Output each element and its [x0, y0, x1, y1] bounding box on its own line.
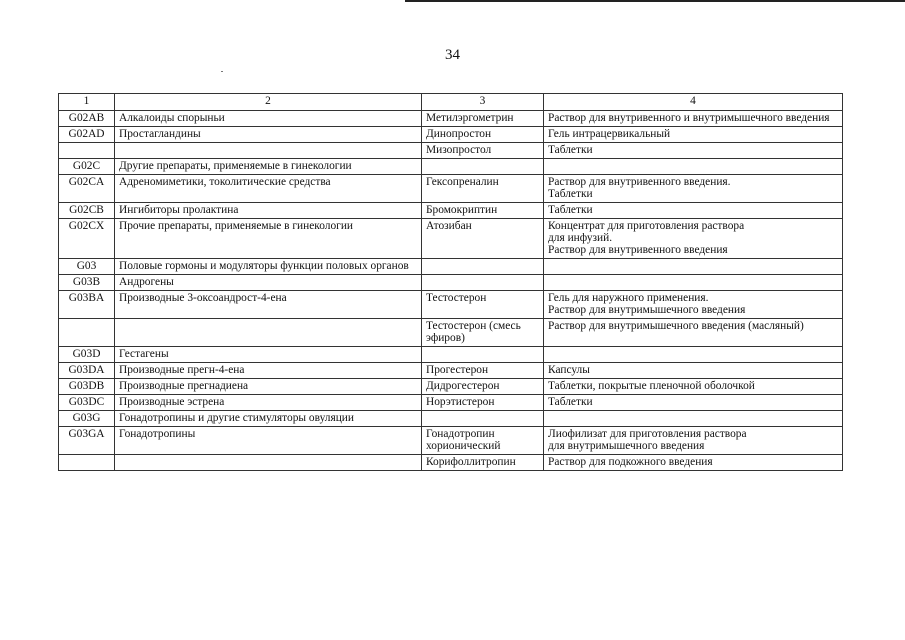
form-cell — [544, 259, 843, 275]
group-cell: Алкалоиды спорыньи — [115, 111, 422, 127]
code-cell: G02AD — [59, 127, 115, 143]
page-number: 34 — [445, 47, 460, 63]
drug-cell: Гонадотропин хорионический — [422, 427, 544, 455]
form-cell: Раствор для внутривенного введения. Таблетки — [544, 175, 843, 203]
drug-cell: Прогестерон — [422, 363, 544, 379]
group-cell: Производные прегн-4-ена — [115, 363, 422, 379]
form-cell: Капсулы — [544, 363, 843, 379]
drug-cell: Мизопростол — [422, 143, 544, 159]
drug-cell: Тестостерон — [422, 291, 544, 319]
drug-cell — [422, 259, 544, 275]
table-row — [59, 159, 843, 175]
code-cell: G03GA — [59, 427, 115, 455]
table-header-row — [59, 94, 843, 111]
code-cell: G03DC — [59, 395, 115, 411]
group-cell: Гонадотропины и другие стимуляторы овуляции — [115, 411, 422, 427]
group-cell: Другие препараты, применяемые в гинекологии — [115, 159, 422, 175]
column-number-1: 1 — [59, 94, 115, 111]
code-cell: G02AB — [59, 111, 115, 127]
drug-cell: Корифоллитропин — [422, 455, 544, 471]
form-cell: Гель интрацервикальный — [544, 127, 843, 143]
form-cell — [544, 159, 843, 175]
code-cell — [59, 455, 115, 471]
table-row — [59, 275, 843, 291]
group-cell: Андрогены — [115, 275, 422, 291]
form-cell: Концентрат для приготовления раствора для инфузий. Раствор для внутривенного введения — [544, 219, 843, 259]
form-cell: Раствор для внутривенного и внутримышечного введения — [544, 111, 843, 127]
code-cell: G02C — [59, 159, 115, 175]
column-number-4: 4 — [544, 94, 843, 111]
form-cell — [544, 275, 843, 291]
table-row — [59, 111, 843, 127]
table-row — [59, 455, 843, 471]
drug-cell: Гексопреналин — [422, 175, 544, 203]
table-row — [59, 427, 843, 455]
table-row — [59, 143, 843, 159]
table-row — [59, 395, 843, 411]
table-row — [59, 411, 843, 427]
form-cell: Таблетки — [544, 143, 843, 159]
group-cell: Ингибиторы пролактина — [115, 203, 422, 219]
code-cell — [59, 319, 115, 347]
code-cell: G03D — [59, 347, 115, 363]
form-cell: Таблетки, покрытые пленочной оболочкой — [544, 379, 843, 395]
table-row — [59, 319, 843, 347]
group-cell: Гонадотропины — [115, 427, 422, 455]
drug-cell: Метилэргометрин — [422, 111, 544, 127]
table-row — [59, 219, 843, 259]
code-cell: G03DB — [59, 379, 115, 395]
form-cell: Таблетки — [544, 395, 843, 411]
code-cell: G03B — [59, 275, 115, 291]
drug-cell — [422, 275, 544, 291]
group-cell: Производные эстрена — [115, 395, 422, 411]
form-cell: Таблетки — [544, 203, 843, 219]
top-rule — [405, 0, 905, 2]
code-cell: G03DA — [59, 363, 115, 379]
drug-cell — [422, 411, 544, 427]
column-number-2: 2 — [115, 94, 422, 111]
code-cell — [59, 143, 115, 159]
drug-cell — [422, 347, 544, 363]
table-row — [59, 379, 843, 395]
table-row — [59, 203, 843, 219]
form-cell — [544, 347, 843, 363]
code-cell: G03G — [59, 411, 115, 427]
table-row — [59, 259, 843, 275]
group-cell: Половые гормоны и модуляторы функции половых органов — [115, 259, 422, 275]
group-cell: Адреномиметики, токолитические средства — [115, 175, 422, 203]
form-cell: Лиофилизат для приготовления раствора для внутримышечного введения — [544, 427, 843, 455]
group-cell — [115, 455, 422, 471]
code-cell: G02CA — [59, 175, 115, 203]
column-number-3: 3 — [422, 94, 544, 111]
table-row — [59, 127, 843, 143]
drug-cell: Тестостерон (смесь эфиров) — [422, 319, 544, 347]
group-cell: Простагландины — [115, 127, 422, 143]
code-cell: G02CB — [59, 203, 115, 219]
code-cell: G02CX — [59, 219, 115, 259]
table-body — [59, 94, 843, 471]
drug-cell: Дидрогестерон — [422, 379, 544, 395]
form-cell — [544, 411, 843, 427]
code-cell: G03 — [59, 259, 115, 275]
group-cell — [115, 319, 422, 347]
table-row — [59, 291, 843, 319]
drug-cell: Атозибан — [422, 219, 544, 259]
table-row — [59, 175, 843, 203]
drug-cell: Норэтистерон — [422, 395, 544, 411]
group-cell: Прочие препараты, применяемые в гинекологии — [115, 219, 422, 259]
form-cell: Раствор для внутримышечного введения (масляный) — [544, 319, 843, 347]
drug-cell — [422, 159, 544, 175]
drug-table — [58, 93, 843, 471]
form-cell: Раствор для подкожного введения — [544, 455, 843, 471]
drug-cell: Динопростон — [422, 127, 544, 143]
code-cell: G03BA — [59, 291, 115, 319]
group-cell: Производные прегнадиена — [115, 379, 422, 395]
drug-cell: Бромокриптин — [422, 203, 544, 219]
group-cell: Производные 3-оксоандрост-4-ена — [115, 291, 422, 319]
scan-speck — [221, 71, 223, 72]
table-row — [59, 363, 843, 379]
group-cell: Гестагены — [115, 347, 422, 363]
group-cell — [115, 143, 422, 159]
form-cell: Гель для наружного применения. Раствор для внутримышечного введения — [544, 291, 843, 319]
table-row — [59, 347, 843, 363]
